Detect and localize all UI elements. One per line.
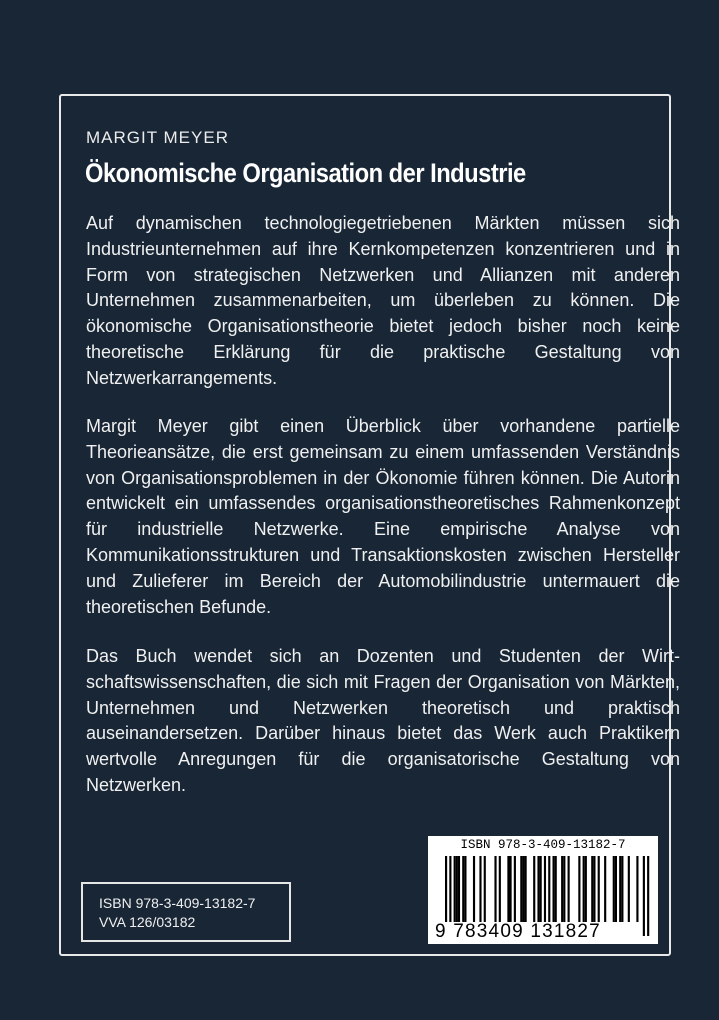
barcode-bar bbox=[591, 856, 593, 922]
author-name: MARGIT MEYER bbox=[86, 128, 229, 147]
barcode-bar bbox=[563, 856, 565, 922]
blurb-paragraph-2: Margit Meyer gibt einen Überblick über vorhandene partielle Theorieansätze, die erst gemeinsam zu einem umfassenden Verständnis von Organisationsproblemen in der Ökonomie führen können. Die Autorin entwickelt ein umfassendes organisationstheoretisches Rahmenkonzept für industrielle Netzwerke. Eine empirische Analyse von Kommunikationsstrukturen und Transaktionskosten zwischen Hersteller und Zulieferer im Bereich der Automobilindustrie untermauert die theoretischen Befunde. bbox=[86, 416, 680, 617]
barcode-bar bbox=[604, 856, 606, 922]
barcode-bar bbox=[473, 856, 475, 922]
isbn-number: ISBN 978-3-409-13182-7 bbox=[99, 895, 256, 911]
barcode-bar bbox=[615, 856, 617, 922]
vva-number: VVA 126/03182 bbox=[99, 914, 196, 930]
blurb-paragraph-1: Auf dynamischen technologiegetriebenen Märkten müssen sich Industrieunternehmen auf ihre Kernkompetenzen konzentrieren und in Form von strategischen Netzwerken und Allianzen mit anderen Unternehmen zusammenarbeiten, um überleben zu können. Die ökonomische Organisationstheorie bietet jedoch bisher noch keine theoretische Erklärung für die praktische Gestaltung von Netzwerkarrangements. bbox=[86, 213, 680, 388]
barcode-bar bbox=[522, 856, 524, 922]
barcode-bar bbox=[510, 856, 512, 922]
barcode-bar bbox=[494, 856, 496, 922]
barcode-bar bbox=[499, 856, 501, 922]
barcode-bar bbox=[456, 856, 458, 922]
blurb-paragraph-3: Das Buch wendet sich an Dozenten und Studenten der Wirtschaftswissenschaften, die sich mit Fragen der Organisation von Märkten, Unternehmen und Netzwerken theoretisch und praktisch auseinandersetzen. Darüber hinaus bietet das Werk auch Praktikern wertvolle Anregungen für die organisatorische Gestaltung von Netzwerken. bbox=[86, 646, 680, 795]
barcode-bar bbox=[464, 856, 466, 922]
barcode-bar bbox=[507, 856, 509, 922]
barcode-bar bbox=[568, 856, 570, 922]
barcode-bar bbox=[462, 856, 464, 922]
barcode-bar bbox=[525, 856, 527, 922]
barcode-bar bbox=[514, 856, 516, 922]
barcode-block bbox=[428, 836, 658, 944]
barcode-bar bbox=[537, 856, 539, 922]
barcode-bar bbox=[598, 856, 600, 922]
barcode-bar bbox=[540, 856, 542, 922]
barcode-bar bbox=[643, 856, 645, 936]
barcode-bar bbox=[636, 856, 638, 922]
barcode-bar bbox=[578, 856, 580, 922]
barcode-bar bbox=[454, 856, 456, 922]
barcode-bar bbox=[621, 856, 623, 922]
barcode-bar bbox=[585, 856, 587, 922]
barcode-bar bbox=[628, 856, 630, 922]
barcode-bar bbox=[613, 856, 615, 922]
barcode-bar bbox=[533, 856, 535, 922]
barcode-bar bbox=[593, 856, 595, 922]
barcode-bar bbox=[647, 856, 649, 936]
barcode-bar bbox=[458, 856, 460, 922]
barcode-bar bbox=[520, 856, 522, 922]
barcode-bar bbox=[479, 856, 481, 922]
barcode-bar bbox=[484, 856, 486, 922]
barcode-isbn-label: ISBN 978-3-409-13182-7 bbox=[460, 838, 626, 852]
barcode-digits: 9 783409 131827 bbox=[435, 921, 601, 942]
barcode-bar bbox=[553, 856, 555, 922]
barcode-bar bbox=[619, 856, 621, 922]
barcode-bar bbox=[555, 856, 557, 922]
barcode-bar bbox=[561, 856, 563, 922]
book-title: Ökonomische Organisation der Industrie bbox=[85, 158, 526, 188]
isbn-info-box bbox=[81, 882, 291, 942]
barcode-bar bbox=[583, 856, 585, 922]
